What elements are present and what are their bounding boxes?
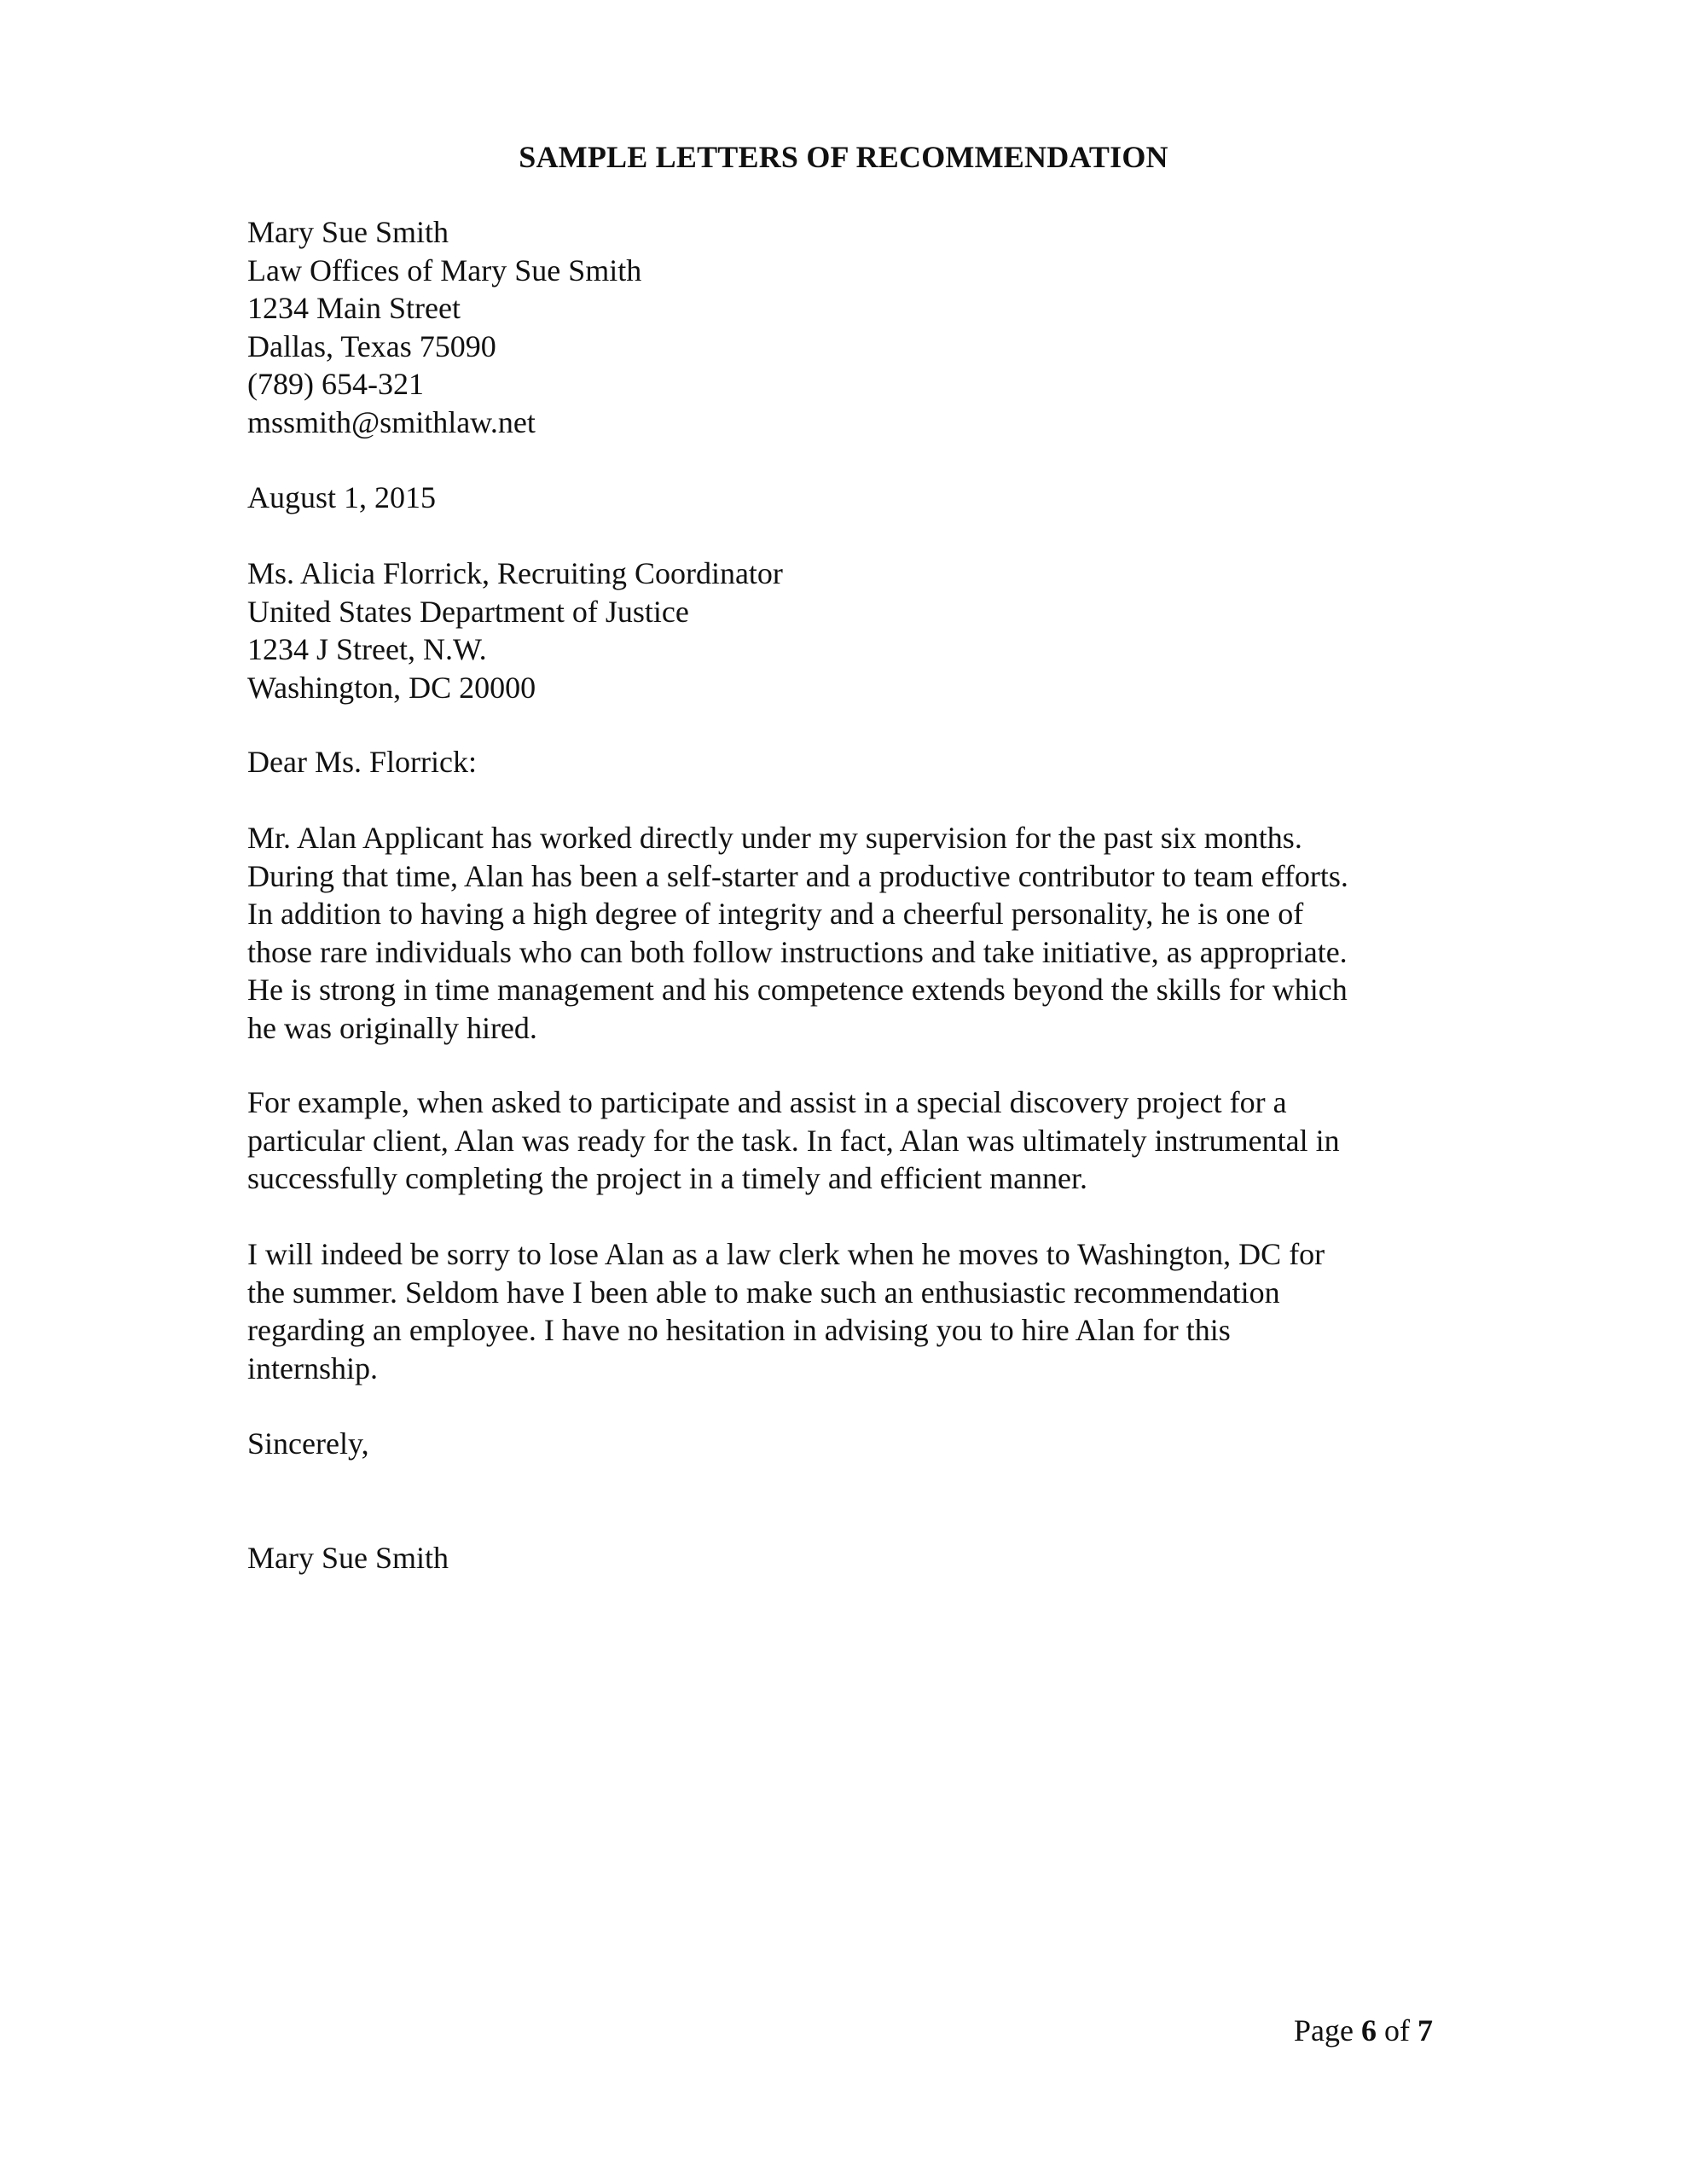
- recipient-name-title: Ms. Alicia Florrick, Recruiting Coordinator: [247, 556, 783, 590]
- sender-street: 1234 Main Street: [247, 291, 461, 325]
- paragraph-line: he was originally hired.: [247, 1010, 537, 1045]
- paragraph-line: For example, when asked to participate and assist in a special discovery project for a: [247, 1085, 1287, 1119]
- closing: [247, 1425, 1458, 1463]
- recipient-address-block: [247, 555, 1458, 706]
- paragraph-line: successfully completing the project in a timely and efficient manner.: [247, 1161, 1088, 1195]
- body-paragraph-1: [247, 819, 1458, 1047]
- paragraph-line: Mr. Alan Applicant has worked directly under my supervision for the past six months.: [247, 821, 1302, 855]
- page-word: Page: [1294, 2013, 1354, 2048]
- document-title: SAMPLE LETTERS OF RECOMMENDATION: [519, 140, 1168, 174]
- sender-firm: Law Offices of Mary Sue Smith: [247, 253, 642, 288]
- recipient-street: 1234 J Street, N.W.: [247, 632, 487, 666]
- paragraph-line: the summer. Seldom have I been able to make such an enthusiastic recommendation: [247, 1275, 1280, 1310]
- signature-name: Mary Sue Smith: [247, 1541, 449, 1575]
- current-page-number: 6: [1361, 2013, 1377, 2048]
- paragraph-line: I will indeed be sorry to lose Alan as a law clerk when he moves to Washington, DC for: [247, 1237, 1325, 1271]
- paragraph-line: During that time, Alan has been a self-starter and a productive contributor to team efforts.: [247, 858, 1348, 893]
- paragraph-line: regarding an employee. I have no hesitation in advising you to hire Alan for this: [247, 1313, 1231, 1347]
- date-text: August 1, 2015: [247, 480, 437, 514]
- sender-email: mssmith@smithlaw.net: [247, 404, 536, 439]
- recipient-city-state-zip: Washington, DC 20000: [247, 670, 536, 705]
- salutation: [247, 743, 1458, 781]
- paragraph-line: internship.: [247, 1350, 378, 1385]
- of-word: of: [1384, 2013, 1410, 2048]
- paragraph-line: In addition to having a high degree of integrity and a cheerful personality, he is one of: [247, 897, 1304, 931]
- salutation-text: Dear Ms. Florrick:: [247, 745, 477, 779]
- total-pages-number: 7: [1417, 2013, 1433, 2048]
- paragraph-line: particular client, Alan was ready for the task. In fact, Alan was ultimately instrumental in: [247, 1123, 1340, 1158]
- sender-phone: (789) 654-321: [247, 367, 424, 401]
- paragraph-line: those rare individuals who can both follow instructions and take initiative, as appropriate.: [247, 934, 1348, 969]
- page-number-footer: [1194, 2012, 1433, 2049]
- sender-name: Mary Sue Smith: [247, 215, 449, 249]
- paragraph-line: He is strong in time management and his competence extends beyond the skills for which: [247, 973, 1348, 1007]
- sender-city-state-zip: Dallas, Texas 75090: [247, 328, 496, 363]
- body-paragraph-2: [247, 1083, 1458, 1198]
- signature-block: [247, 1539, 1458, 1577]
- letter-date: [247, 479, 1458, 517]
- closing-text: Sincerely,: [247, 1426, 369, 1461]
- body-paragraph-3: [247, 1235, 1458, 1387]
- recipient-organization: United States Department of Justice: [247, 594, 689, 629]
- sender-address-block: [247, 213, 1458, 441]
